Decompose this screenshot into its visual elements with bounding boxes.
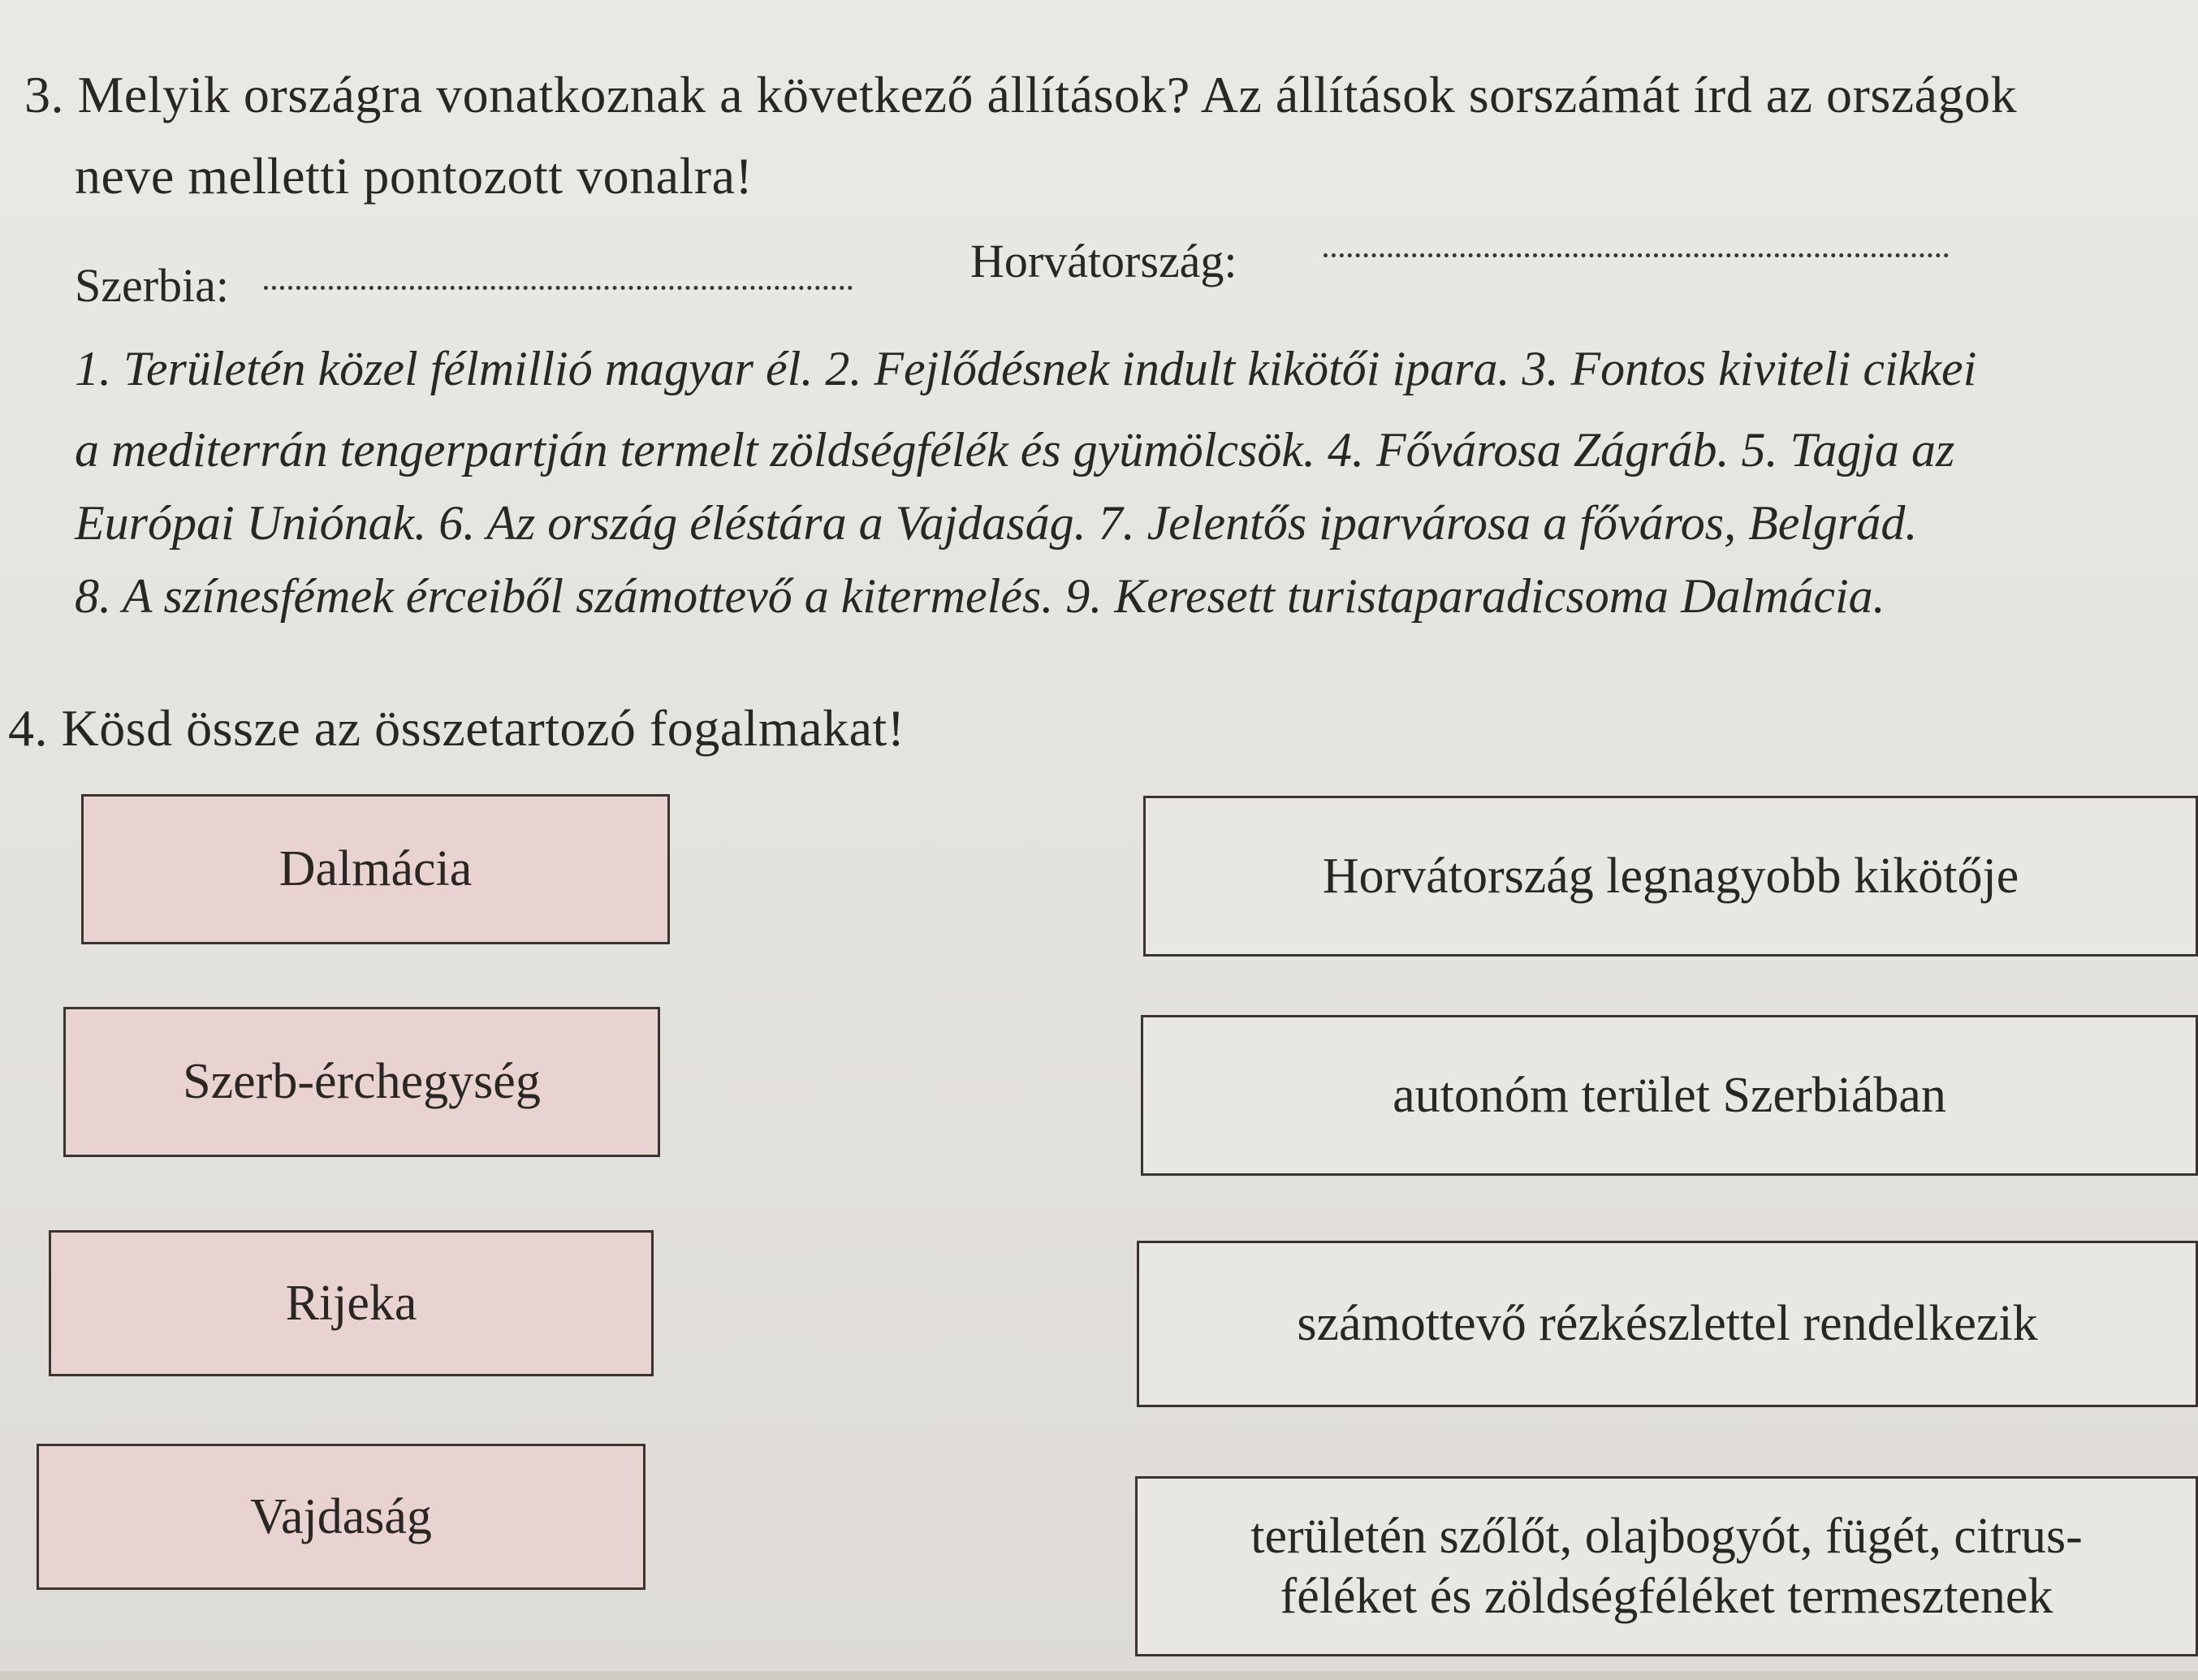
statement-line-2: a mediterrán tengerpartján termelt zöldségfélék és gyümölcsök. 4. Fővárosa Zágráb. 5. Tagja az [75,423,1955,477]
right-box-largest-port[interactable] [1143,796,2198,957]
right-box-label: autonóm terület Szerbiában [1393,1067,1946,1123]
exercise-4-title: 4. Kösd össze az összetartozó fogalmakat! [8,699,905,757]
right-box-label: Horvátország legnagyobb kikötője [1322,848,2019,904]
statement-line-3: Európai Uniónak. 6. Az ország éléstára a Vajdaság. 7. Jelentős iparvárosa a főváros, Belgrád. [75,496,1918,550]
exercise-3-title-line-2: neve melletti pontozott vonalra! [75,147,754,205]
right-box-label-line-2: féléket és zöldségféléket termesztenek [1280,1569,2053,1624]
left-box-rijeka[interactable] [49,1230,654,1376]
croatia-answer-line[interactable] [1324,253,1949,257]
left-box-label: Szerb-érchegység [183,1054,541,1110]
serbia-answer-line[interactable] [264,286,853,290]
left-box-label: Vajdaság [250,1488,432,1544]
left-box-szerb-erchegyseg[interactable] [63,1007,660,1157]
country-label-serbia: Szerbia: [75,259,230,312]
right-box-mediterranean-crops[interactable] [1135,1476,2198,1656]
page-bottom-edge [0,1671,2198,1680]
right-box-copper-reserves[interactable] [1137,1241,2198,1407]
right-box-label-line-1: területén szőlőt, olajbogyót, fügét, citrus- [1250,1508,2083,1564]
left-box-dalmacia[interactable] [81,794,670,944]
right-box-autonomous-region[interactable] [1141,1015,2198,1176]
right-box-label: számottevő rézkészlettel rendelkezik [1297,1296,2038,1352]
left-box-vajdasag[interactable] [37,1444,646,1590]
statement-line-4: 8. A színesfémek érceiből számottevő a kitermelés. 9. Keresett turistaparadicsoma Dalmácia. [75,569,1885,623]
statement-line-1: 1. Területén közel félmillió magyar él. 2. Fejlődésnek indult kikötői ipara. 3. Fontos kiviteli cikkei [75,342,1977,395]
country-label-croatia: Horvátország: [970,235,1237,287]
exercise-3-title-line-1: 3. Melyik országra vonatkoznak a következő állítások? Az állítások sorszámát írd az országok [24,66,2018,123]
left-box-label: Dalmácia [279,841,473,897]
left-box-label: Rijeka [285,1275,417,1331]
